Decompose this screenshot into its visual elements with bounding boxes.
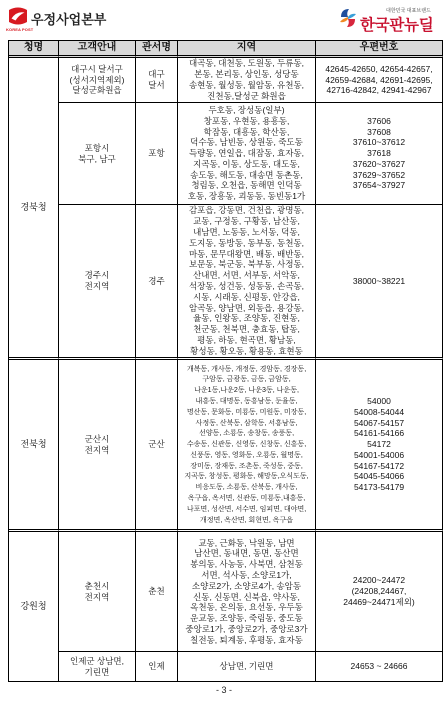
pohang-area: 두호동, 장성동(일부) 창포동, 우현동, 용흥동, 학잠동, 대흥동, 학산동, 덕수동, 남빈동, 상원동, 죽도동 득량동, 연일읍, 대잠동, 효자동, 지곡동, 이동, 상도동, 대도동, 송도동, 해도동, 대송면 동촌동, 청림동, 오천읍, 동해면 인덕동 호동, 장흥동, 괴동동, 동빈동1가 — [178, 103, 316, 205]
daegu-dalseo-post-office: 대구 달서 — [136, 58, 178, 103]
gunsan-post-office: 군산 — [136, 360, 178, 532]
gyeongju-customer-guide: 경주시 전지역 — [59, 205, 136, 360]
organization-name: 우정사업본부 — [31, 12, 107, 27]
brand-name: 한국판뉴딜 — [360, 17, 434, 34]
inje-customer-guide: 인제군 상남면, 기린면 — [59, 652, 136, 682]
chuncheon-area: 교동, 근화동, 낙원동, 남면 남산면, 동내면, 동면, 동산면 봉의동, 사농동, 사북면, 삼천동 서면, 석사동, 소양로1가, 소양로2가, 소양로4가, 송암동 신동, 신동면, 신북읍, 약사동, 옥천동, 온의동, 요선동, 우두동 운교동, 조양동, 죽림동, 중도동 중앙로1가, 중앙로2가, 중앙로3가 칠전동, 퇴계동, 후평동, 효자동 — [178, 532, 316, 652]
chuncheon-postal-codes: 24200~24472 (24208,24467, 24469~24471제외) — [316, 532, 443, 652]
chuncheon-post-office: 춘천 — [136, 532, 178, 652]
korean-new-deal-logo-icon — [338, 7, 358, 29]
page-number: - 3 - — [215, 685, 232, 695]
daegu-dalseo-customer-guide: 대구시 달서구 (성서지역제외) 달성군화원읍 — [59, 58, 136, 103]
region-office-gyeongbuk: 경북청 — [9, 58, 59, 360]
korea-post-logo-icon — [7, 6, 29, 26]
gyeongju-postal-codes: 38000~38221 — [316, 205, 443, 360]
inje-post-office: 인제 — [136, 652, 178, 682]
chuncheon-customer-guide: 춘천시 전지역 — [59, 532, 136, 652]
pohang-customer-guide: 포항시 북구, 남구 — [59, 103, 136, 205]
gyeongju-post-office: 경주 — [136, 205, 178, 360]
column-header-area: 지역 — [178, 41, 316, 58]
pohang-postal-codes: 37606 37608 37610~37612 37618 37620~37627 37629~37652 37654~37927 — [316, 103, 443, 205]
column-header-post-office: 관서명 — [136, 41, 178, 58]
daegu-dalseo-area: 대곡동, 대천동, 도원동, 두류동, 본동, 본리동, 상인동, 성당동 송현동, 월성동, 월암동, 유천동, 진천동,달성군 화원읍 — [178, 58, 316, 103]
gunsan-postal-codes: 54000 54008-54044 54067-54157 54161-54166 54172 54001-54006 54167-54172 54045-54066 54173-54179 — [316, 360, 443, 532]
daegu-dalseo-postal-codes: 42645-42650, 42654-42657, 42659-42684, 42691-42695, 42716-42842, 42941-42967 — [316, 58, 443, 103]
region-office-gangwon: 강원청 — [9, 532, 59, 682]
brand-tagline: 대한민국 대표브랜드 — [386, 8, 431, 14]
korea-post-logo-text: KOREA POST — [6, 27, 34, 32]
inje-area: 상남면, 기린면 — [178, 652, 316, 682]
postal-area-table — [8, 40, 443, 682]
gyeongju-area: 감포읍, 강동면, 건천읍, 광명동, 교동, 구정동, 구황동, 남산동, 내남면, 노동동, 노서동, 덕동, 도지동, 동방동, 동부동, 동천동, 마동, 문무대왕면, 배동, 배반동, 보문동, 북군동, 북부동, 사정동, 산내면, 서면, 서부동, 서악동, 석장동, 성건동, 성동동, 손곡동, 시동, 시래동, 신평동, 안강읍, 암곡동, 양남면, 외동읍, 용강동, 율동, 인왕동, 조양동, 진현동, 천군동, 천북면, 충효동, 탑동, 평동, 하동, 현곡면, 황남동, 황성동, 황오동, 황용동, 효현동 — [178, 205, 316, 360]
gunsan-area: 개복동, 개사동, 개정동, 경암동, 경장동, 구암동, 금광동, 금동, 금암동, 나운1동,나운2동, 나운3동, 나운동, 내흥동, 대명동, 동흥남동, 둔율동, 명산동, 문화동, 미룡동, 미원동, 미장동, 사정동, 산북동, 삼학동, 서흥남동, 선양동, 소룡동, 송창동, 송풍동, 수송동, 신관동, 신영동, 신창동, 신흥동, 신풍동, 영동, 영화동, 오룡동, 월명동, 장미동, 장재동, 조촌동, 죽성동, 중동, 지곡동, 창성동, 평화동, 해망동,오식도동, 비응도동, 소룡동, 산북동, 개사동, 옥구읍, 옥서면, 신관동, 미룡동,내흥동, 나포면, 성산면, 서수면, 임피면, 대야면, 개정면, 옥산면, 회현면, 옥구읍 — [178, 360, 316, 532]
region-office-jeonbuk: 전북청 — [9, 360, 59, 532]
column-header-postal-code: 우편번호 — [316, 41, 443, 58]
column-header-region-office: 청명 — [9, 41, 59, 58]
column-header-customer-guide: 고객안내 — [59, 41, 136, 58]
gunsan-customer-guide: 군산시 전지역 — [59, 360, 136, 532]
pohang-post-office: 포항 — [136, 103, 178, 205]
inje-postal-codes: 24653 ~ 24666 — [316, 652, 443, 682]
